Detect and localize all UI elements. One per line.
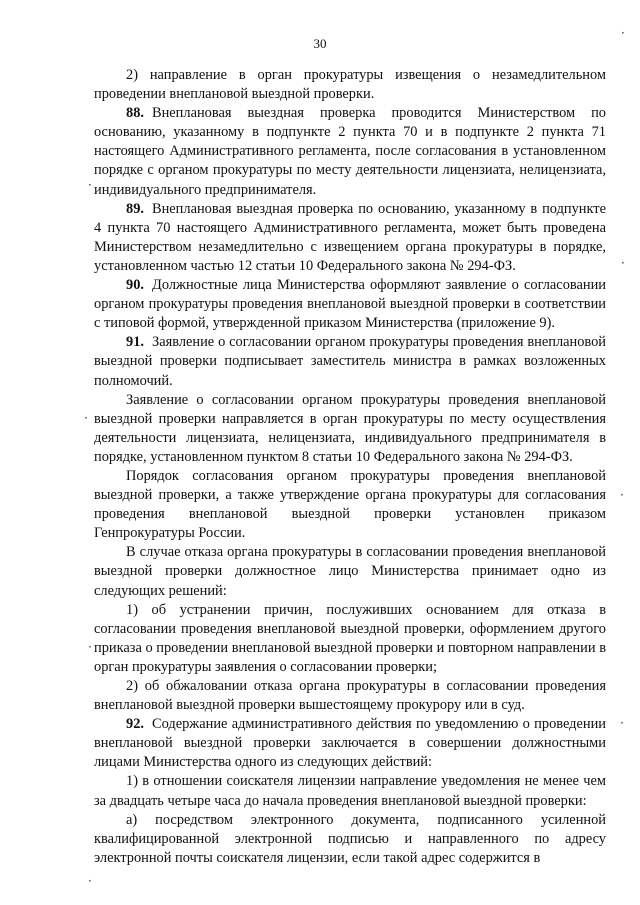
paragraph-number: 88.: [126, 105, 144, 122]
paragraph: а) посредством электронного документа, подписанного усиленной квалифицированной электронной подписью и направленного по адресу электронной почты соискателя лицензии, если такой адрес содержится в: [94, 811, 606, 866]
paragraph: 1) в отношении соискателя лицензии направление уведомления не менее чем за двадцать четыре часа до начала проведения внеплановой выездной проверки:: [94, 773, 606, 809]
paragraph: 1) об устранении причин, послуживших основанием для отказа в согласовании проведения внеплановой выездной проверки, оформлением другого приказа о проведении внеплановой выездной проверки и повторном направлении в орган прокуратуры заявления о согласовании проверки;: [94, 601, 606, 675]
page-number: 30: [313, 36, 327, 51]
paragraph-number: 90.: [126, 277, 144, 294]
paragraph: 2) об обжаловании отказа органа прокуратуры в согласовании проведения внеплановой выездной проверки вышестоящему прокурору или в суд.: [94, 678, 606, 714]
paragraph: 90. Должностные лица Министерства оформляют заявление о согласовании органом прокуратуры проведения внеплановой выездной проверки в соответствии с типовой формой, утвержденной приказом Министерства (приложение 9).: [94, 277, 606, 332]
scan-speck: ·: [621, 256, 625, 270]
paragraph: 2) направление в орган прокуратуры извещения о незамедлительном проведении внеплановой выездной проверки.: [94, 67, 606, 103]
scan-speck: ·: [620, 488, 624, 502]
paragraph: В случае отказа органа прокуратуры в согласовании проведения внеплановой выездной проверки должностное лицо Министерства принимает одно из следующих решений:: [94, 544, 606, 599]
paragraph: 91. Заявление о согласовании органом прокуратуры проведения внеплановой выездной проверки подписывает заместитель министра в рамках возложенных полномочий.: [94, 334, 606, 389]
paragraph: 89. Внеплановая выездная проверка по основанию, указанному в подпункте 4 пункта 70 настоящего Административного регламента, может быть проведена Министерством незамедлительно с извещением органа прокуратуры в порядке, установленном частью 12 статьи 10 Федерального закона № 294-ФЗ.: [94, 200, 606, 274]
paragraph: Порядок согласования органом прокуратуры проведения внеплановой выездной проверки, а также утверждение органа прокуратуры для согласования проведения внеплановой выездной проверки установлен приказом Генпрокуратуры России.: [94, 467, 606, 542]
scan-speck: ·: [88, 640, 92, 654]
scan-speck: ·: [84, 411, 88, 425]
paragraph-number: 91.: [126, 334, 144, 351]
paragraph: 88. Внеплановая выездная проверка проводится Министерством по основанию, указанному в подпункте 2 пункта 70 и в подпункте 2 пункта 71 настоящего Административного регламента, после согласования в установленном порядке с органом прокуратуры по месту деятельности лицензиата, нелицензиата, индивидуального предпринимателя.: [94, 105, 606, 198]
paragraph: 92. Содержание административного действия по уведомлению о проведении внеплановой выездной проверки заключается в совершении должностными лицами Министерства одного из следующих действий:: [94, 716, 606, 771]
paragraph-number: 92.: [126, 716, 144, 733]
scan-speck: ·: [88, 874, 92, 888]
scan-speck: ·: [620, 716, 624, 730]
paragraph: Заявление о согласовании органом прокуратуры проведения внеплановой выездной проверки направляется в орган прокуратуры по месту осуществления деятельности лицензиата, нелицензиата, индивидуального предпринимателя в порядке, установленном пунктом 8 статьи 10 Федерального закона № 294-ФЗ.: [94, 391, 606, 465]
document-body: [94, 66, 606, 868]
scan-speck: ·: [621, 26, 625, 40]
scan-speck: ·: [88, 178, 92, 192]
paragraph-number: 89.: [126, 200, 144, 217]
